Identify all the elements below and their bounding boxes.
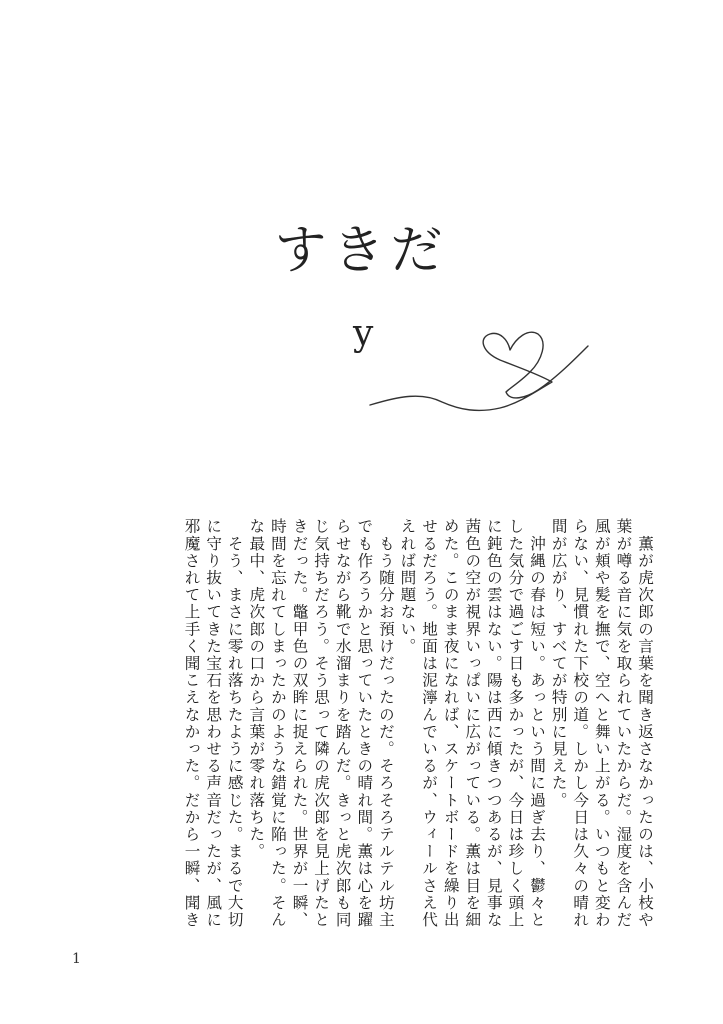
paragraph: もう随分お預けだったのだ。そろそろテルテル坊主でも作ろうかと思っていたときの晴れ間。薫は心を躍らせながら靴で水溜まりを踏んだ。きっと虎次郎も同じ気持ちだろう。そう思って隣の虎次郎を見上げたときだった。鼈甲色の双眸に捉えられた。世界が一瞬、時間を忘れてしまったかのような錯覚に陥った。そんな最中、虎次郎の口から言葉が零れ落ちた。 [247,518,395,929]
paragraph: そう、まさに零れ落ちたように感じた。まるで大切に守り抜いてきた宝石を思わせる声音だったが、風に邪魔されて上手く聞こえなかった。だから一瞬、聞き [182,518,244,929]
author-name: y [353,313,374,354]
paragraph: 沖縄の春は短い。あっという間に過ぎ去り、鬱々とした気分で過ごす日も多かったが、今日は珍しく頭上に鈍色の雲はない。陽は西に傾きつつあるが、見事な茜色の空が視界いっぱいに広がっている。薫は目を細めた。このまま夜になれば、スケートボードを繰り出せるだろう。地面は泥濘んでいるが、ウィールさえ代えれば問題ない。 [398,518,547,929]
paragraph: 薫が虎次郎の言葉を聞き返さなかったのは、小枝や葉が噂る音に気を取られていたからだ。湿度を含んだ風が頬や髪を撫で、空へと舞い上がる。いつもと変わらない、見慣れた下校の道。しかし今日は久々の晴れ間が広がり、すべてが特別に見えた。 [549,518,654,929]
heart-line-decoration-icon [360,320,600,420]
story-title: すきだ [274,221,449,281]
story-body [180,518,655,938]
page-number: 1 [72,951,81,967]
heart-line-path [370,332,588,410]
